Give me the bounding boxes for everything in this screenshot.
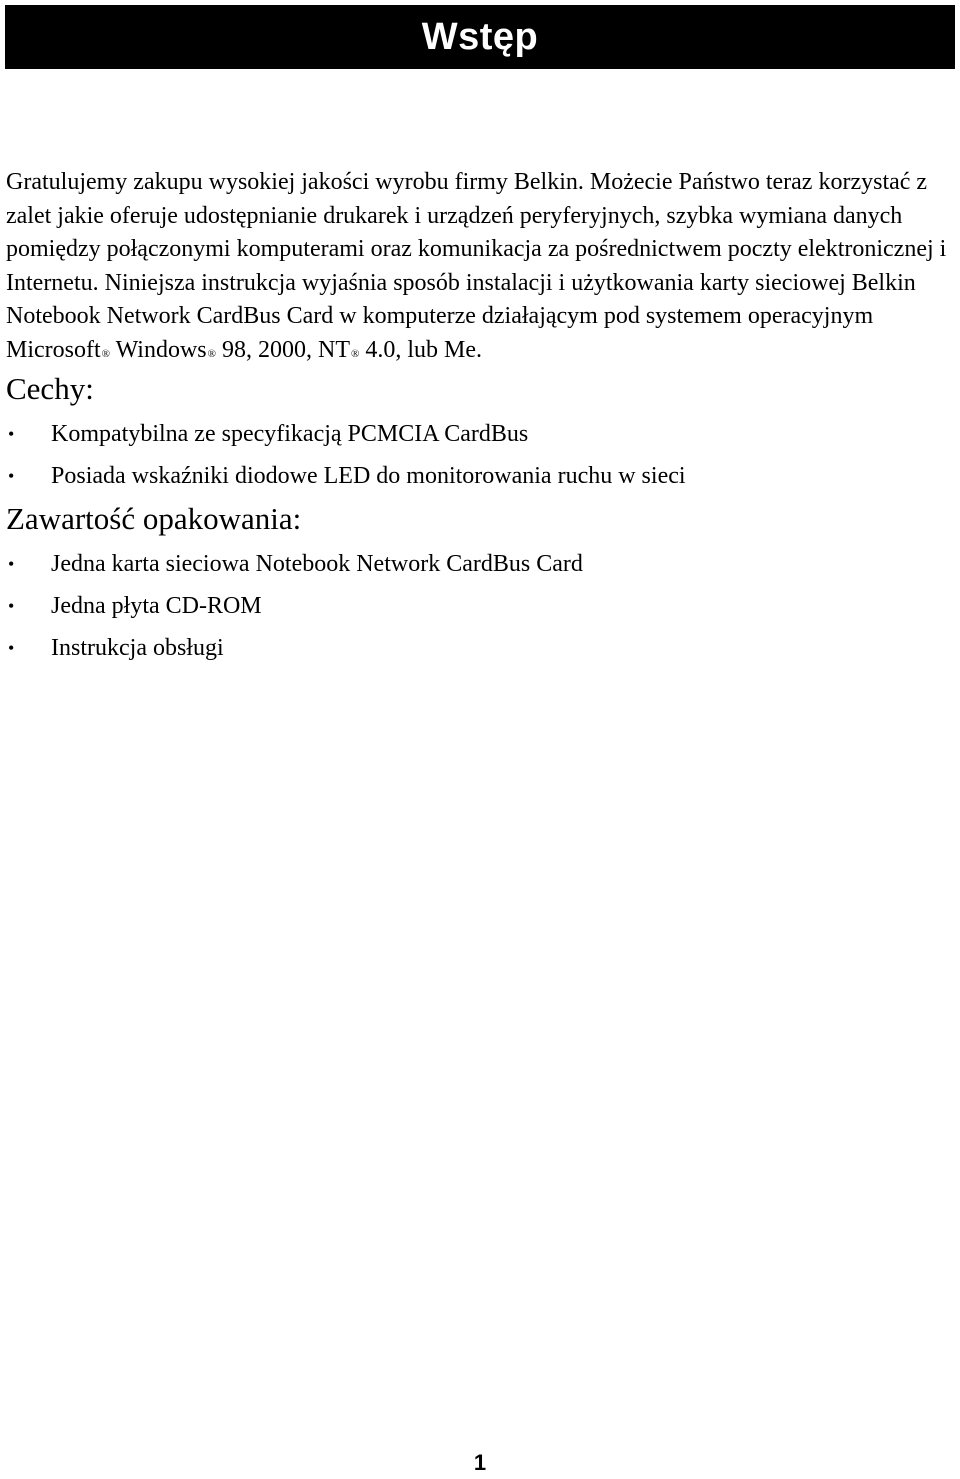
intro-paragraph [6,166,954,367]
features-heading: Cechy: [6,371,94,406]
list-item-text: Kompatybilna ze specyfikacją PCMCIA CardBus [51,421,529,447]
registered-mark: ® [350,347,360,360]
list-item-text: Jedna płyta CD-ROM [51,593,262,619]
intro-text: Gratulujemy zakupu wysokiej jakości wyrobu firmy Belkin. Możecie Państwo teraz korzystać z zalet jakie oferuje udostępnianie drukarek i urządzeń peryferyjnych, szybka wymiana danych pomiędzy połączonymi komputerami oraz komunikacja za pośrednictwem poczty elektronicznej i Internetu. Niniejsza instrukcja wyjaśnia sposób instalacji i użytkowania karty sieciowej Belkin Notebook Network CardBus Card w komputerze działającym pod systemem operacyjnym Microsoft [6,169,947,363]
list-item [6,627,954,669]
list-item-text: Instrukcja obsługi [51,635,224,661]
bullet-icon: • [8,466,15,486]
bullet-icon: • [8,554,15,574]
header-bar [5,5,955,69]
list-item-text: Jedna karta sieciowa Notebook Network CardBus Card [51,551,583,577]
list-item [6,543,954,585]
main-content [6,166,954,669]
intro-text-versions: 98, 2000, NT [215,336,350,363]
features-list [6,413,954,497]
page-number: 1 [473,1450,487,1475]
list-item [6,413,954,455]
list-item-text: Posiada wskaźniki diodowe LED do monitorowania ruchu w sieci [51,463,686,489]
package-heading: Zawartość opakowania: [6,501,302,536]
package-list [6,543,954,669]
bullet-icon: • [8,424,15,444]
intro-text-windows: Windows [110,336,207,363]
list-item [6,585,954,627]
intro-text-end: 4.0, lub Me. [359,336,483,363]
page-title: Wstęp [421,15,539,58]
registered-mark: ® [101,347,111,360]
registered-mark: ® [207,347,216,360]
bullet-icon: • [8,638,15,658]
list-item [6,455,954,497]
bullet-icon: • [8,596,15,616]
